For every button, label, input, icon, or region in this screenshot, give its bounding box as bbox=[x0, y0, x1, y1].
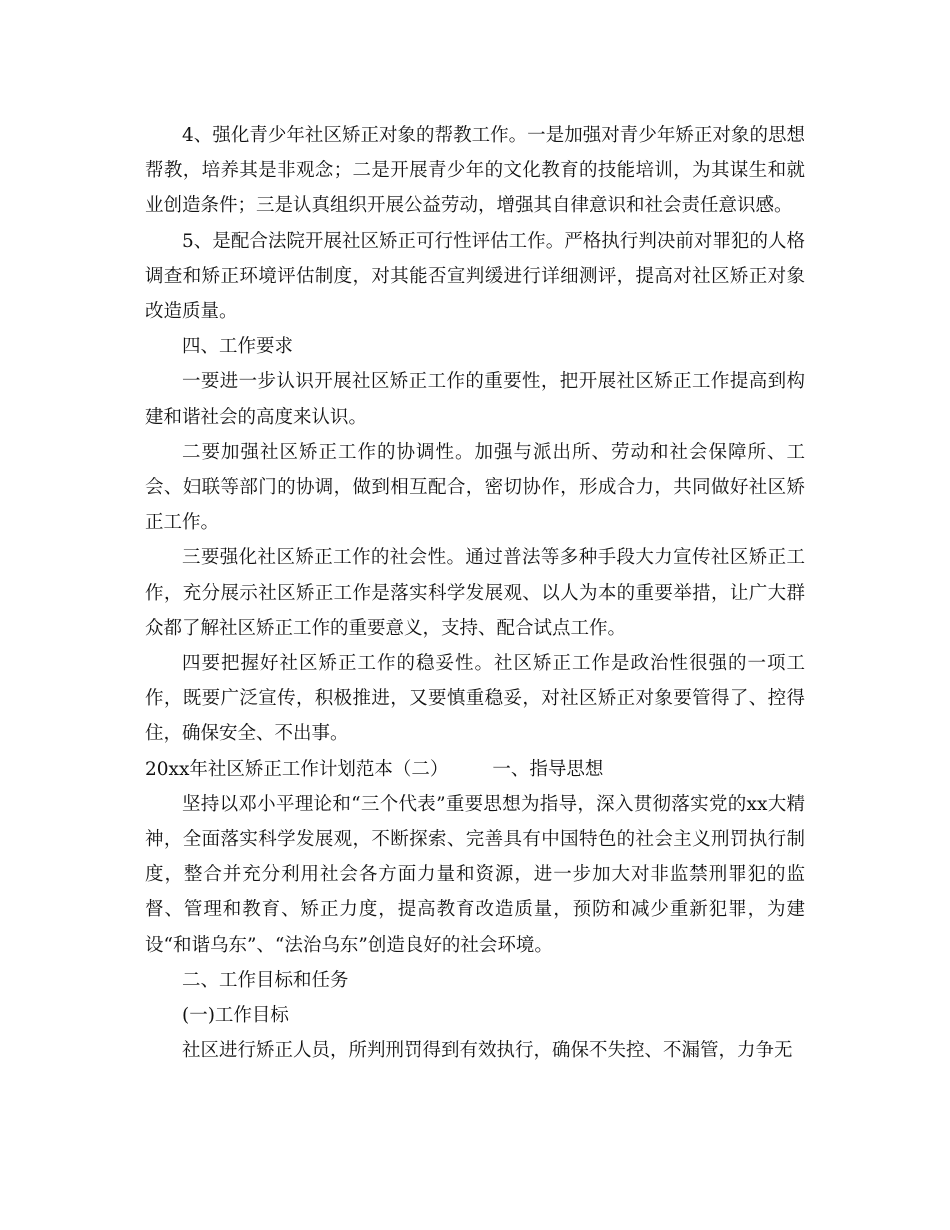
paragraph-youth-education: 4、强化青少年社区矫正对象的帮教工作。一是加强对青少年矫正对象的思想帮教，培养其是非观念；二是开展青少年的文化教育的技能培训，为其谋生和就业创造条件；三是认真组织开展公益劳动，增强其自律意识和社会责任意识感。 bbox=[145, 125, 805, 217]
paragraph-requirement-3: 三要强化社区矫正工作的社会性。通过普法等多种手段大力宣传社区矫正工作，充分展示社区矫正工作是落实科学发展观、以人为本的重要举措，让广大群众都了解社区矫正工作的重要意义，支持、配合试点工作。 bbox=[145, 547, 805, 639]
document-title: 20xx年社区矫正工作计划范本（二） bbox=[145, 758, 449, 780]
paragraph-work-goals: 社区进行矫正人员，所判刑罚得到有效执行，确保不失控、不漏管，力争无 bbox=[182, 1040, 793, 1062]
document-title-line bbox=[145, 752, 805, 787]
paragraph-requirement-2: 二要加强社区矫正工作的协调性。加强与派出所、劳动和社会保障所、工会、妇联等部门的协调，做到相互配合，密切协作，形成合力，共同做好社区矫正工作。 bbox=[145, 441, 805, 534]
document-body bbox=[145, 118, 805, 1068]
section-heading-guiding-ideology: 一、指导思想 bbox=[492, 758, 604, 780]
paragraph-requirement-4: 四要把握好社区矫正工作的稳妥性。社区矫正工作是政治性很强的一项工作，既要广泛宣传，积极推进，又要慎重稳妥，对社区矫正对象要管得了、控得住，确保安全、不出事。 bbox=[145, 653, 805, 745]
paragraph-court-assessment: 5、是配合法院开展社区矫正可行性评估工作。严格执行判决前对罪犯的人格调查和矫正环境评估制度，对其能否宣判缓进行详细测评，提高对社区矫正对象改造质量。 bbox=[145, 230, 805, 323]
subheading-work-goals: (一)工作目标 bbox=[182, 1005, 289, 1027]
section-heading-work-requirements: 四、工作要求 bbox=[182, 336, 294, 358]
section-heading-goals-tasks: 二、工作目标和任务 bbox=[182, 969, 349, 991]
paragraph-guiding-ideology: 坚持以邓小平理论和“三个代表”重要思想为指导，深入贯彻落实党的xx大精神，全面落实科学发展观，不断探索、完善具有中国特色的社会主义刑罚执行制度，整合并充分利用社会各方面力量和资源，进一步加大对非监禁刑罪犯的监督、管理和教育、矫正力度，提高教育改造质量，预防和减少重新犯罪，为建设“和谐乌东”、“法治乌东”创造良好的社会环境。 bbox=[145, 793, 805, 956]
paragraph-requirement-1: 一要进一步认识开展社区矫正工作的重要性，把开展社区矫正工作提高到构建和谐社会的高度来认识。 bbox=[145, 371, 805, 428]
